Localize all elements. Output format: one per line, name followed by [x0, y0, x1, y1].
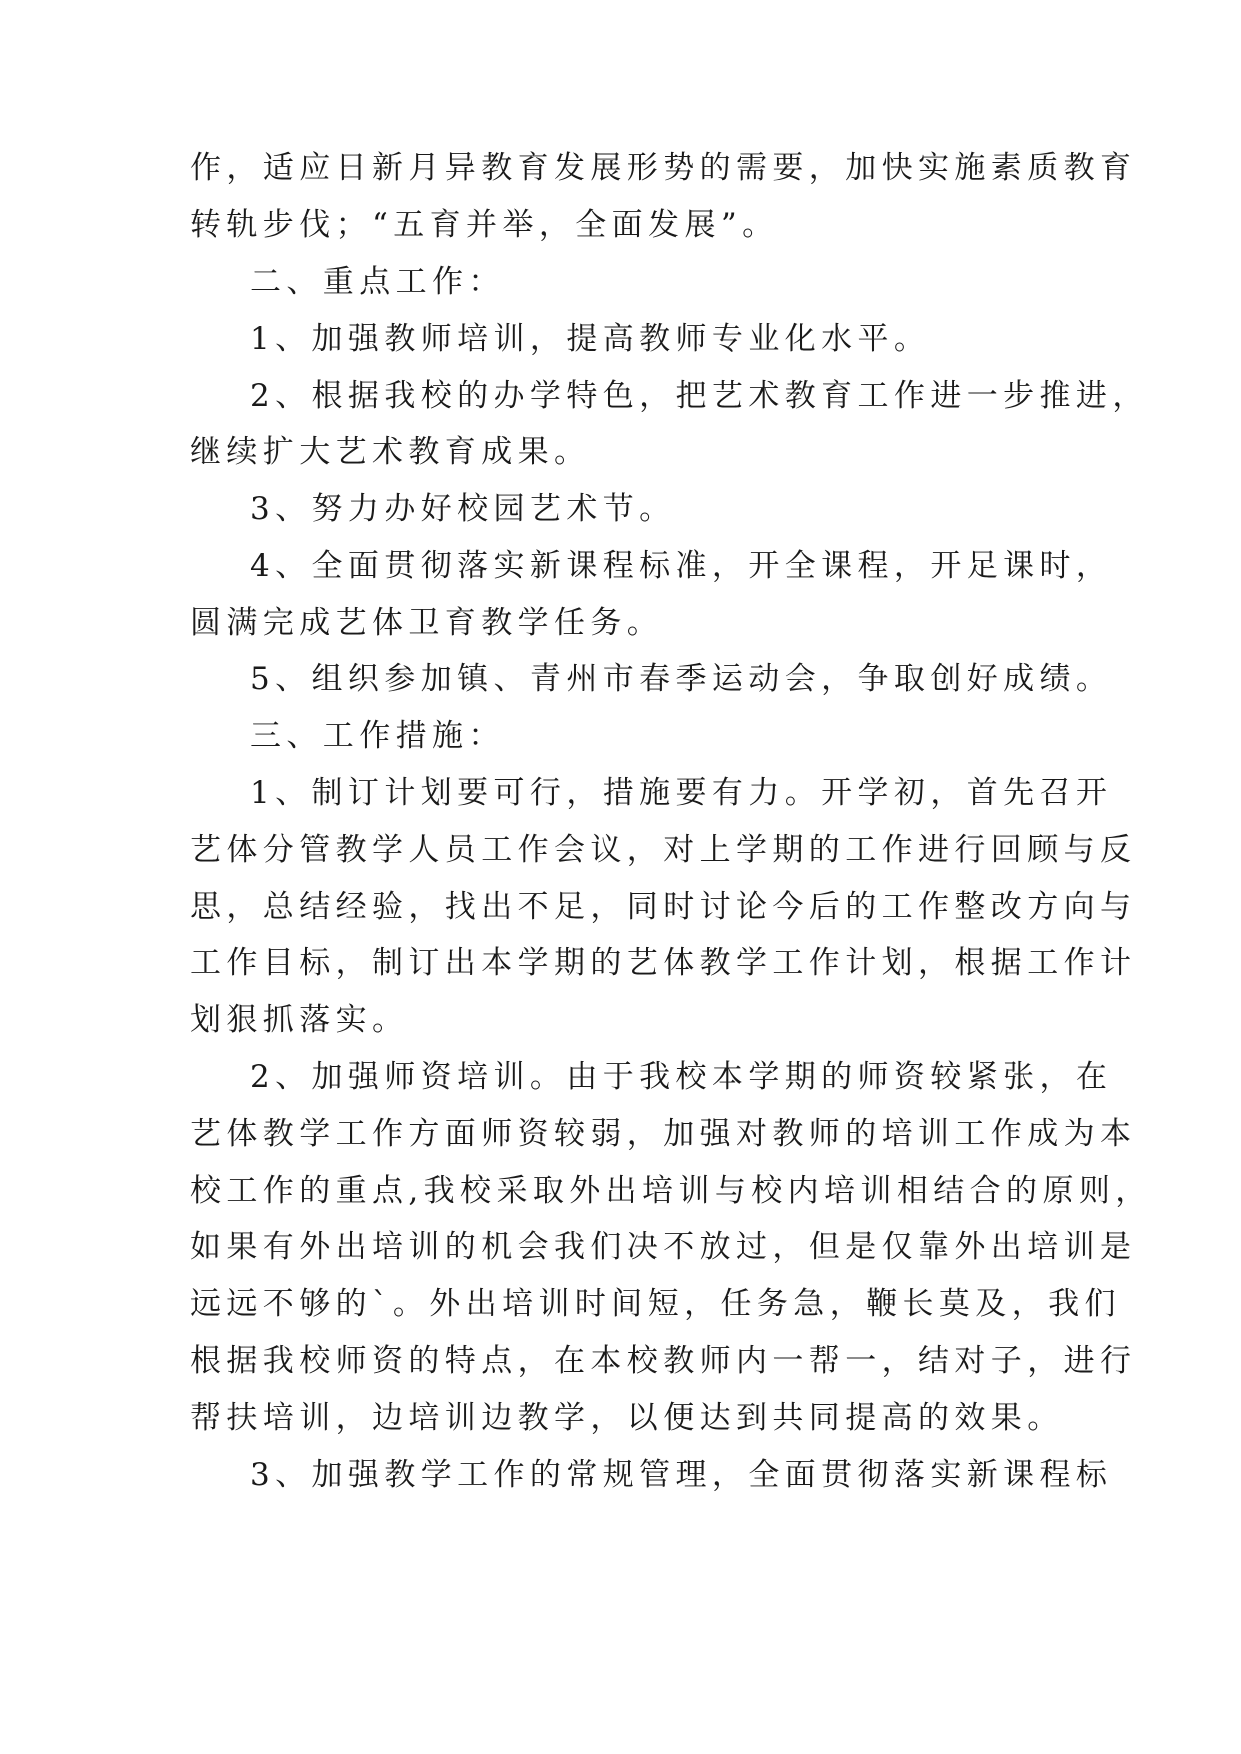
text-line: 作，适应日新月异教育发展形势的需要，加快实施素质教育 [190, 150, 1137, 186]
text-line: 3、加强教学工作的常规管理，全面贯彻落实新课程标 [250, 1457, 1113, 1493]
text-line: 远远不够的`。外出培训时间短，任务急，鞭长莫及，我们 [190, 1286, 1121, 1322]
text-line: 圆满完成艺体卫育教学任务。 [190, 605, 664, 641]
text-line: 5、组织参加镇、青州市春季运动会，争取创好成绩。 [250, 661, 1113, 697]
text-line: 4、全面贯彻落实新课程标准，开全课程，开足课时， [250, 548, 1113, 584]
text-line: 1、制订计划要可行，措施要有力。开学初，首先召开 [250, 775, 1113, 811]
text-line: 校工作的重点,我校采取外出培训与校内培训相结合的原则， [190, 1173, 1152, 1209]
text-line: 转轨步伐；“五育并举，全面发展”。 [190, 207, 779, 243]
text-line: 继续扩大艺术教育成果。 [190, 434, 591, 470]
text-line: 划狠抓落实。 [190, 1002, 409, 1038]
text-line: 思，总结经验，找出不足，同时讨论今后的工作整改方向与 [190, 889, 1137, 925]
text-line: 2、根据我校的办学特色，把艺术教育工作进一步推进， [250, 378, 1149, 414]
text-line: 如果有外出培训的机会我们决不放过，但是仅靠外出培训是 [190, 1229, 1137, 1265]
text-line: 2、加强师资培训。由于我校本学期的师资较紧张，在 [250, 1059, 1113, 1095]
section-heading: 二、重点工作： [250, 264, 505, 300]
text-line: 工作目标，制订出本学期的艺体教学工作计划，根据工作计 [190, 945, 1137, 981]
text-line: 根据我校师资的特点，在本校教师内一帮一，结对子，进行 [190, 1343, 1137, 1379]
text-line: 艺体教学工作方面师资较弱，加强对教师的培训工作成为本 [190, 1116, 1137, 1152]
text-line: 1、加强教师培训，提高教师专业化水平。 [250, 321, 931, 357]
section-heading: 三、工作措施： [250, 718, 505, 754]
text-line: 艺体分管教学人员工作会议，对上学期的工作进行回顾与反 [190, 832, 1137, 868]
text-line: 3、努力办好校园艺术节。 [250, 491, 676, 527]
text-line: 帮扶培训，边培训边教学，以便达到共同提高的效果。 [190, 1400, 1064, 1436]
